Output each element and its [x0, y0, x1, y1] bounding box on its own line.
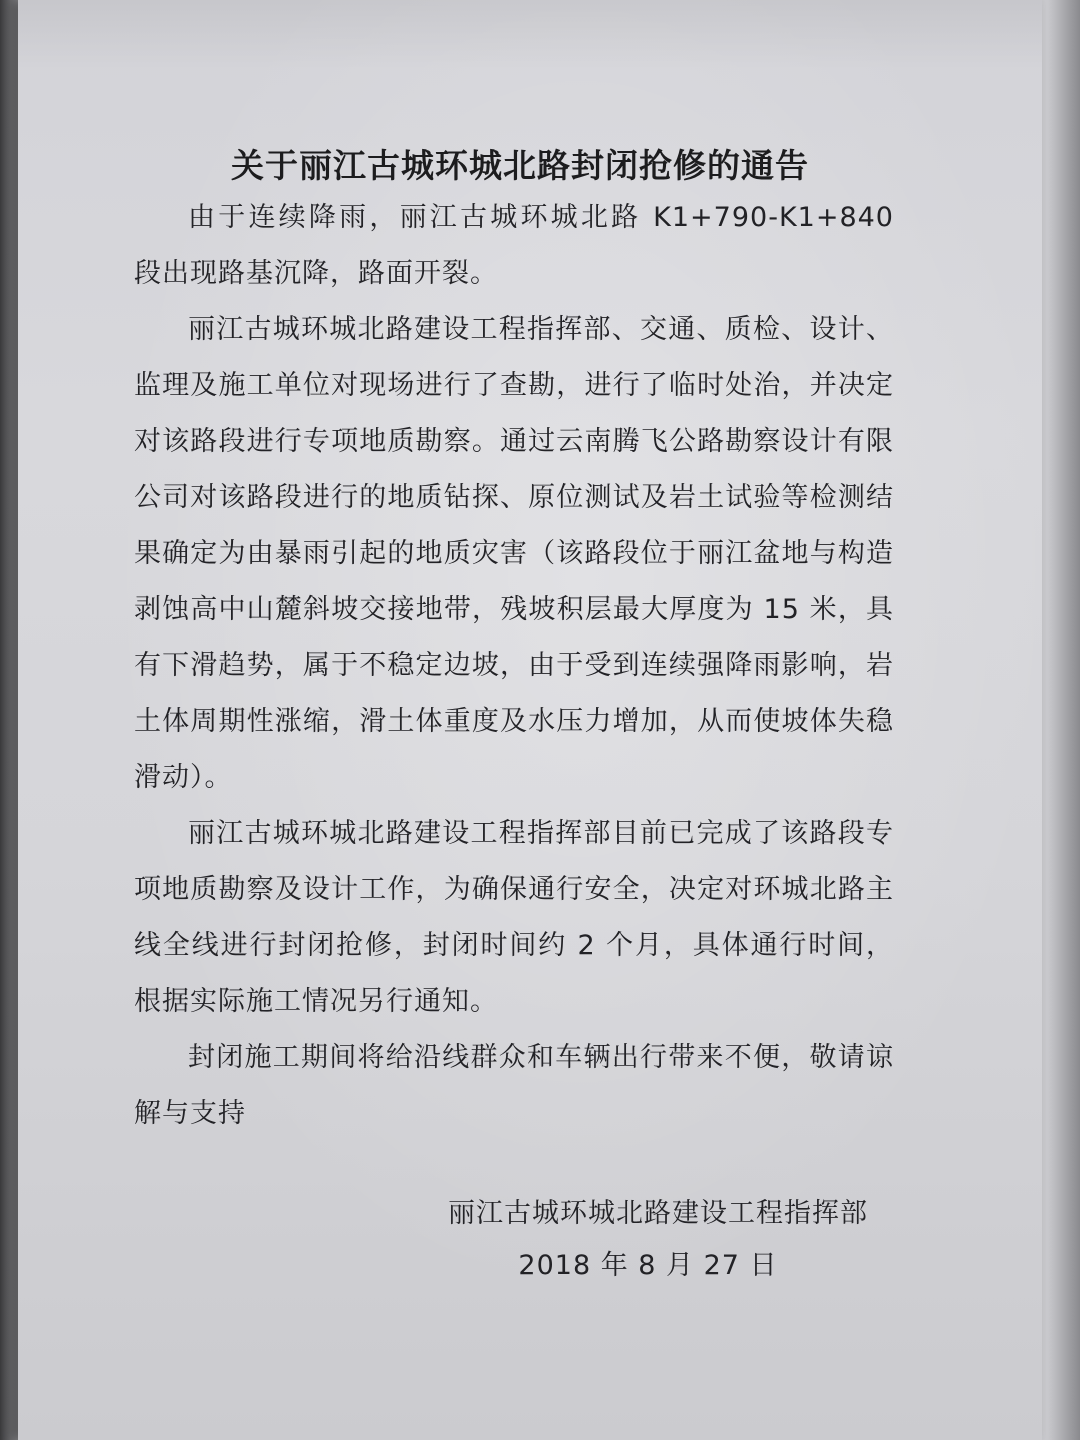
notice-title: 关于丽江古城环城北路封闭抢修的通告: [231, 146, 809, 185]
paragraph-apology: 封闭施工期间将给沿线群众和车辆出行带来不便，敬请谅解与支持: [134, 1042, 894, 1129]
notice-body: [134, 190, 894, 1142]
issuer-signature: 丽江古城环城北路建设工程指挥部: [448, 1198, 868, 1229]
paper-shadow: [18, 0, 1042, 70]
issue-date: 2018 年 8 月 27 日: [518, 1250, 778, 1281]
paragraph-road-damage: 由于连续降雨，丽江古城环城北路 K1+790-K1+840 段出现路基沉降，路面开裂。: [134, 202, 894, 289]
paragraph-closure-decision: 丽江古城环城北路建设工程指挥部目前已完成了该路段专项地质勘察及设计工作，为确保通行安全，决定对环城北路主线全线进行封闭抢修，封闭时间约 2 个月，具体通行时间，根据实际施工情况另行通知。: [134, 818, 894, 1017]
notice-paper: [18, 0, 1042, 1440]
paragraph-investigation: 丽江古城环城北路建设工程指挥部、交通、质检、设计、监理及施工单位对现场进行了查勘，进行了临时处治，并决定对该路段进行专项地质勘察。通过云南腾飞公路勘察设计有限公司对该路段进行的地质钻探、原位测试及岩土试验等检测结果确定为由暴雨引起的地质灾害（该路段位于丽江盆地与构造剥蚀高中山麓斜坡交接地带，残坡积层最大厚度为 15 米，具有下滑趋势，属于不稳定边坡，由于受到连续强降雨影响，岩土体周期性涨缩，滑土体重度及水压力增加，从而使坡体失稳滑动）。: [134, 314, 894, 793]
